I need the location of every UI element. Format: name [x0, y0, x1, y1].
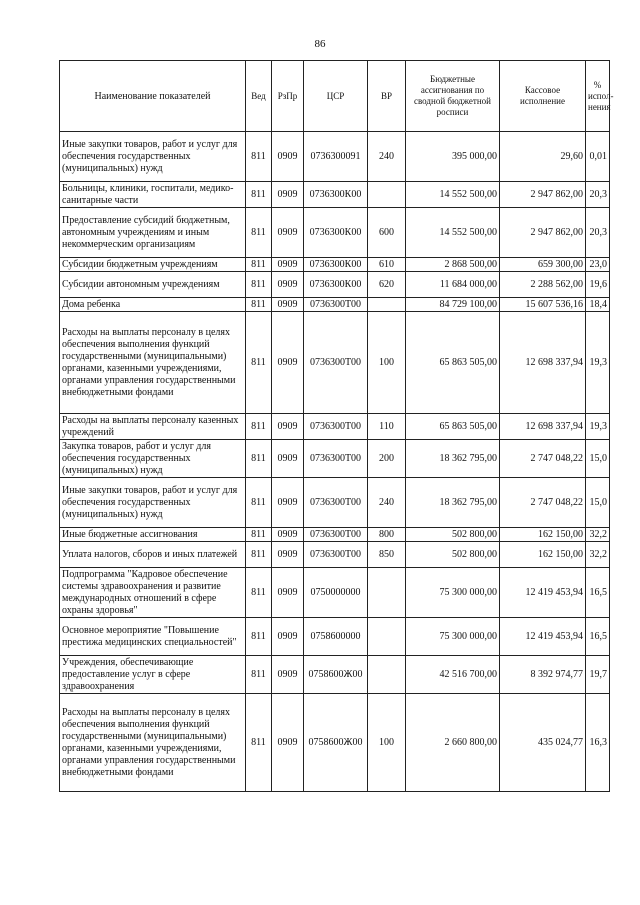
cell-csr: 0736300Т00 — [304, 478, 368, 528]
cell-csr: 0736300Т00 — [304, 440, 368, 478]
cell-rzpr: 0909 — [272, 208, 304, 258]
cell-rzpr: 0909 — [272, 298, 304, 312]
table-row — [60, 298, 610, 312]
cell-cash: 2 747 048,22 — [500, 478, 586, 528]
cell-cash: 29,60 — [500, 132, 586, 182]
cell-rzpr: 0909 — [272, 568, 304, 618]
cell-ved: 811 — [246, 258, 272, 272]
cell-pct: 20,3 — [586, 208, 610, 258]
cell-vr: 800 — [368, 528, 406, 542]
cell-name: Подпрограмма "Кадровое обеспечение системы здравоохранения и развитие международных отношений в сфере охраны здоровья" — [60, 568, 246, 618]
cell-pct: 0,01 — [586, 132, 610, 182]
page-number: 86 — [314, 38, 326, 50]
cell-pct: 32,2 — [586, 542, 610, 568]
cell-assign: 502 800,00 — [406, 542, 500, 568]
cell-cash: 12 698 337,94 — [500, 414, 586, 440]
cell-csr: 0758600Ж00 — [304, 694, 368, 792]
cell-assign: 14 552 500,00 — [406, 208, 500, 258]
cell-ved: 811 — [246, 132, 272, 182]
table-row — [60, 272, 610, 298]
cell-csr: 0758600000 — [304, 618, 368, 656]
cell-ved: 811 — [246, 298, 272, 312]
cell-csr: 0736300Т00 — [304, 542, 368, 568]
cell-rzpr: 0909 — [272, 440, 304, 478]
cell-cash: 12 698 337,94 — [500, 312, 586, 414]
header-rzpr: РзПр — [272, 61, 304, 132]
cell-name: Больницы, клиники, госпитали, медико-санитарные части — [60, 182, 246, 208]
cell-cash: 15 607 536,16 — [500, 298, 586, 312]
cell-vr — [368, 618, 406, 656]
cell-rzpr: 0909 — [272, 414, 304, 440]
cell-name: Иные бюджетные ассигнования — [60, 528, 246, 542]
cell-cash: 12 419 453,94 — [500, 618, 586, 656]
cell-csr: 0736300Т00 — [304, 312, 368, 414]
cell-assign: 65 863 505,00 — [406, 414, 500, 440]
table-row — [60, 208, 610, 258]
cell-cash: 12 419 453,94 — [500, 568, 586, 618]
cell-name: Расходы на выплаты персоналу в целях обеспечения выполнения функций государственными (муниципальными) органами, казенными учреждениями, органами управления государственными внебюджетными фондами — [60, 312, 246, 414]
table-row — [60, 414, 610, 440]
cell-vr: 850 — [368, 542, 406, 568]
cell-csr: 0736300К00 — [304, 208, 368, 258]
header-percent: % испол-нения — [586, 61, 610, 132]
cell-rzpr: 0909 — [272, 542, 304, 568]
cell-name: Предоставление субсидий бюджетным, автономным учреждениям и иным некоммерческим организациям — [60, 208, 246, 258]
cell-cash: 162 150,00 — [500, 542, 586, 568]
cell-vr: 110 — [368, 414, 406, 440]
cell-pct: 16,5 — [586, 618, 610, 656]
cell-assign: 395 000,00 — [406, 132, 500, 182]
cell-assign: 75 300 000,00 — [406, 568, 500, 618]
cell-pct: 32,2 — [586, 528, 610, 542]
cell-ved: 811 — [246, 208, 272, 258]
cell-cash: 2 947 862,00 — [500, 182, 586, 208]
cell-ved: 811 — [246, 272, 272, 298]
header-assignments: Бюджетные ассигнования по сводной бюджетной росписи — [406, 61, 500, 132]
cell-ved: 811 — [246, 440, 272, 478]
cell-assign: 11 684 000,00 — [406, 272, 500, 298]
cell-ved: 811 — [246, 694, 272, 792]
cell-csr: 0736300К00 — [304, 182, 368, 208]
cell-cash: 659 300,00 — [500, 258, 586, 272]
cell-vr: 100 — [368, 694, 406, 792]
cell-rzpr: 0909 — [272, 272, 304, 298]
cell-vr: 100 — [368, 312, 406, 414]
cell-rzpr: 0909 — [272, 528, 304, 542]
cell-name: Дома ребенка — [60, 298, 246, 312]
cell-ved: 811 — [246, 656, 272, 694]
table-row — [60, 656, 610, 694]
cell-ved: 811 — [246, 618, 272, 656]
cell-vr: 620 — [368, 272, 406, 298]
table-row — [60, 478, 610, 528]
table-row — [60, 182, 610, 208]
cell-vr: 600 — [368, 208, 406, 258]
cell-ved: 811 — [246, 414, 272, 440]
cell-name: Уплата налогов, сборов и иных платежей — [60, 542, 246, 568]
cell-assign: 14 552 500,00 — [406, 182, 500, 208]
cell-pct: 19,7 — [586, 656, 610, 694]
cell-csr: 0758600Ж00 — [304, 656, 368, 694]
cell-pct: 19,3 — [586, 414, 610, 440]
cell-csr: 0750000000 — [304, 568, 368, 618]
table-row — [60, 694, 610, 792]
cell-vr: 240 — [368, 132, 406, 182]
header-name: Наименование показателей — [60, 61, 246, 132]
cell-vr — [368, 568, 406, 618]
table-row — [60, 568, 610, 618]
cell-csr: 0736300Т00 — [304, 528, 368, 542]
header-cash-execution: Кассовое исполнение — [500, 61, 586, 132]
cell-pct: 19,6 — [586, 272, 610, 298]
cell-name: Основное мероприятие "Повышение престижа медицинских специальностей" — [60, 618, 246, 656]
cell-assign: 18 362 795,00 — [406, 478, 500, 528]
cell-ved: 811 — [246, 312, 272, 414]
cell-rzpr: 0909 — [272, 182, 304, 208]
table-row — [60, 440, 610, 478]
cell-ved: 811 — [246, 568, 272, 618]
cell-pct: 23,0 — [586, 258, 610, 272]
cell-vr: 200 — [368, 440, 406, 478]
header-csr: ЦСР — [304, 61, 368, 132]
cell-assign: 2 868 500,00 — [406, 258, 500, 272]
cell-cash: 162 150,00 — [500, 528, 586, 542]
cell-assign: 42 516 700,00 — [406, 656, 500, 694]
cell-rzpr: 0909 — [272, 656, 304, 694]
table-row — [60, 132, 610, 182]
table-header-row — [60, 61, 610, 132]
cell-csr: 0736300Т00 — [304, 414, 368, 440]
cell-pct: 16,5 — [586, 568, 610, 618]
cell-vr: 240 — [368, 478, 406, 528]
header-vr: ВР — [368, 61, 406, 132]
cell-name: Расходы на выплаты персоналу в целях обеспечения выполнения функций государственными (муниципальными) органами, казенными учреждениями, органами управления государственными внебюджетными фондами — [60, 694, 246, 792]
cell-rzpr: 0909 — [272, 132, 304, 182]
table-row — [60, 528, 610, 542]
cell-name: Иные закупки товаров, работ и услуг для обеспечения государственных (муниципальных) нужд — [60, 478, 246, 528]
cell-rzpr: 0909 — [272, 478, 304, 528]
cell-ved: 811 — [246, 182, 272, 208]
cell-rzpr: 0909 — [272, 312, 304, 414]
cell-vr — [368, 298, 406, 312]
cell-cash: 2 947 862,00 — [500, 208, 586, 258]
cell-csr: 0736300091 — [304, 132, 368, 182]
cell-ved: 811 — [246, 528, 272, 542]
header-ved: Вед — [246, 61, 272, 132]
cell-pct: 19,3 — [586, 312, 610, 414]
table-row — [60, 618, 610, 656]
cell-name: Расходы на выплаты персоналу казенных учреждений — [60, 414, 246, 440]
cell-assign: 84 729 100,00 — [406, 298, 500, 312]
cell-assign: 18 362 795,00 — [406, 440, 500, 478]
cell-pct: 20,3 — [586, 182, 610, 208]
table-row — [60, 258, 610, 272]
cell-pct: 15,0 — [586, 478, 610, 528]
cell-vr — [368, 656, 406, 694]
cell-assign: 2 660 800,00 — [406, 694, 500, 792]
cell-vr: 610 — [368, 258, 406, 272]
cell-assign: 502 800,00 — [406, 528, 500, 542]
cell-pct: 18,4 — [586, 298, 610, 312]
cell-assign: 65 863 505,00 — [406, 312, 500, 414]
cell-csr: 0736300Т00 — [304, 298, 368, 312]
cell-ved: 811 — [246, 542, 272, 568]
cell-pct: 15,0 — [586, 440, 610, 478]
table-row — [60, 312, 610, 414]
cell-cash: 2 288 562,00 — [500, 272, 586, 298]
cell-name: Закупка товаров, работ и услуг для обеспечения государственных (муниципальных) нужд — [60, 440, 246, 478]
cell-name: Иные закупки товаров, работ и услуг для обеспечения государственных (муниципальных) нужд — [60, 132, 246, 182]
cell-name: Субсидии автономным учреждениям — [60, 272, 246, 298]
budget-table — [59, 60, 614, 792]
table-row — [60, 542, 610, 568]
cell-csr: 0736300К00 — [304, 258, 368, 272]
cell-assign: 75 300 000,00 — [406, 618, 500, 656]
cell-rzpr: 0909 — [272, 694, 304, 792]
cell-ved: 811 — [246, 478, 272, 528]
cell-pct: 16,3 — [586, 694, 610, 792]
cell-vr — [368, 182, 406, 208]
cell-rzpr: 0909 — [272, 618, 304, 656]
cell-cash: 8 392 974,77 — [500, 656, 586, 694]
cell-rzpr: 0909 — [272, 258, 304, 272]
cell-cash: 435 024,77 — [500, 694, 586, 792]
cell-csr: 0736300К00 — [304, 272, 368, 298]
cell-name: Субсидии бюджетным учреждениям — [60, 258, 246, 272]
cell-cash: 2 747 048,22 — [500, 440, 586, 478]
cell-name: Учреждения, обеспечивающие предоставление услуг в сфере здравоохранения — [60, 656, 246, 694]
